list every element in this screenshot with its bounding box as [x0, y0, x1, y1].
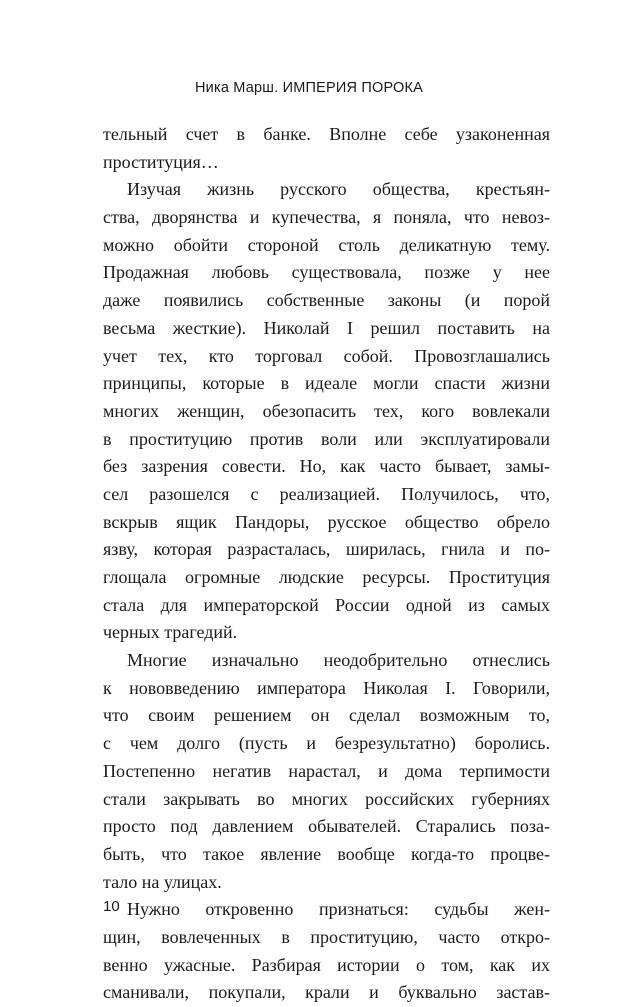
text-line: глощала огромные людские ресурсы. Проституция [103, 567, 550, 587]
text-line: стала для императорской России одной из самых [103, 594, 550, 615]
text-line: проституция… [103, 151, 219, 172]
body-text [103, 121, 550, 1007]
text-line: черных трагедий. [103, 622, 238, 643]
text-line: без зазрения совести. Но, как часто бывает, замы- [103, 456, 550, 477]
text-line: язву, которая разрасталась, ширилась, гнила и по- [103, 539, 550, 560]
text-line: тельный счет в банке. Вполне себе узаконенная [103, 124, 550, 144]
text-line: тало на улицах. [103, 871, 222, 892]
text-line: Многие изначально неодобрительно отнеслись [127, 650, 550, 671]
text-line: весьма жесткие). Николай I решил поставить на [103, 317, 550, 338]
text-line: Изучая жизнь русского общества, крестьян- [127, 179, 550, 200]
text-line: быть, что такое явление вообще когда-то процве- [103, 843, 550, 864]
page-number: 10 [103, 898, 120, 915]
text-line: в проституцию против воли или эксплуатировали [103, 428, 550, 449]
text-line: сманивали, покупали, крали и буквально застав- [103, 982, 550, 1003]
text-line: можно обойти стороной столь деликатную тему. [103, 234, 550, 255]
text-line: с чем долго (пусть и безрезультатно) боролись. [103, 733, 550, 754]
text-line: что своим решением он сделал возможным то, [103, 705, 550, 726]
text-line: ства, дворянства и купечества, я поняла, что невоз- [103, 207, 550, 228]
text-line: сел разошелся с реализацией. Получилось, что, [103, 483, 550, 504]
running-header: Ника Марш. ИМПЕРИЯ ПОРОКА [194, 80, 424, 96]
text-line: даже появились собственные законы (и порой [103, 290, 550, 311]
text-line: Продажная любовь существовала, позже у нее [103, 262, 550, 283]
text-line: многих женщин, обезопасить тех, кого вовлекали [103, 400, 550, 421]
text-line: принципы, которые в идеале могли спасти жизни [103, 373, 550, 394]
text-line: просто под давлением обывателей. Старались поза- [103, 816, 550, 837]
text-line: венно ужасные. Разбирая истории о том, как их [103, 954, 550, 975]
text-line: к нововведению императора Николая I. Говорили, [103, 677, 550, 698]
text-line: Нужно откровенно признаться: судьбы жен- [127, 899, 550, 920]
text-line: щин, вовлеченных в проституцию, часто откро- [103, 926, 550, 947]
text-line: стали закрывать во многих российских губерниях [103, 788, 550, 809]
text-line: вскрыв ящик Пандоры, русское общество обрело [103, 511, 550, 532]
text-line: учет тех, кто торговал собой. Провозглашались [103, 345, 550, 366]
text-line: Постепенно негатив нарастал, и дома терпимости [103, 760, 550, 781]
